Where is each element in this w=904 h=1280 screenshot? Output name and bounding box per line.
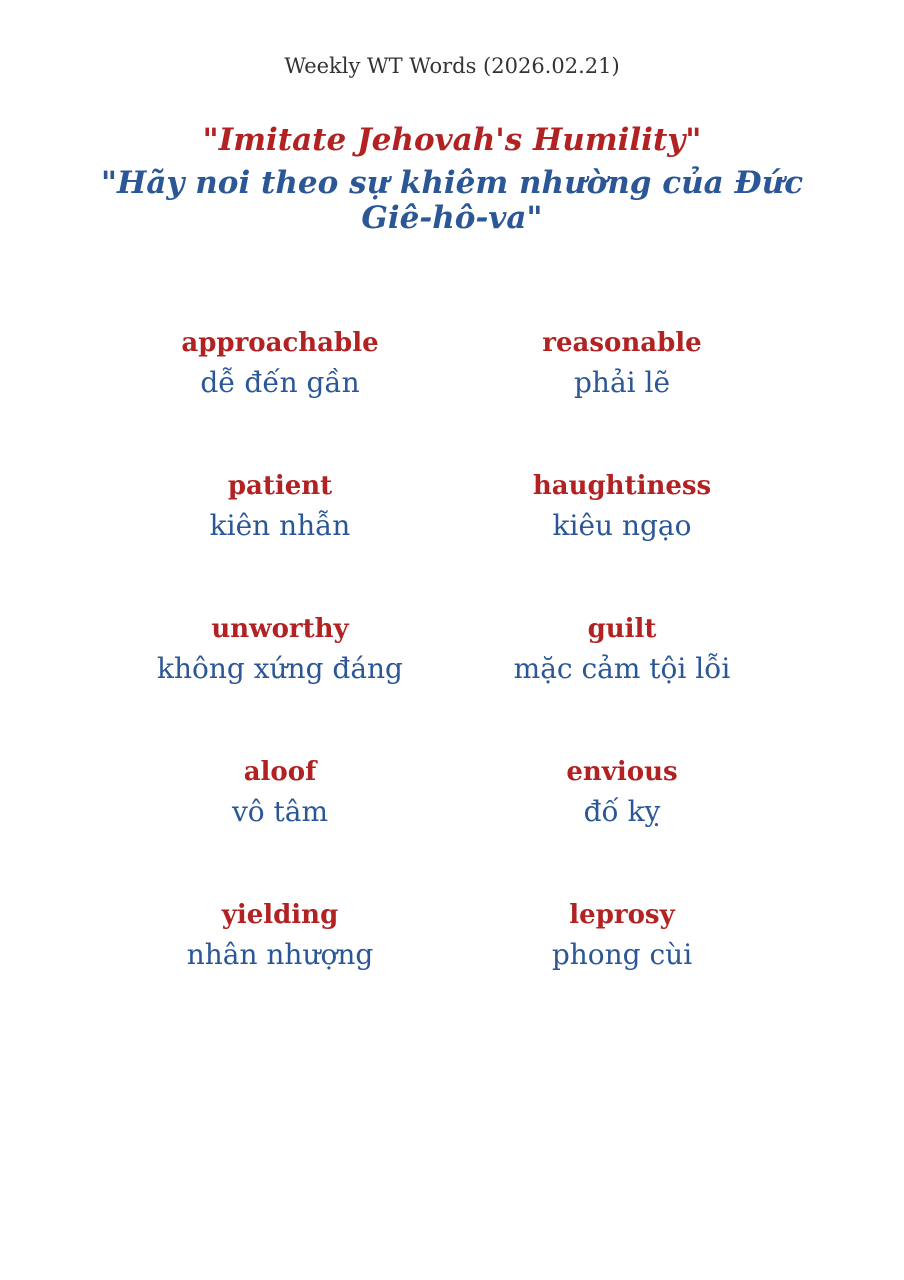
vietnamese-translation: phải lẽ [573,366,671,399]
title-english: "Imitate Jehovah's Humility" [202,122,702,158]
english-word: leprosy [569,900,675,930]
vietnamese-translation: dễ đến gần [200,366,360,399]
word-pair [110,898,450,974]
word-pair [452,755,792,831]
word-pair [452,326,792,402]
vietnamese-translation: nhân nhượng [186,938,374,971]
vietnamese-translation: vô tâm [231,795,329,828]
english-word: envious [566,757,678,787]
word-pair [110,755,450,831]
word-pair [452,469,792,545]
vietnamese-translation: mặc cảm tội lỗi [513,652,731,685]
word-pair [452,898,792,974]
word-pair [110,326,450,402]
english-word: aloof [243,757,317,787]
vietnamese-translation: không xứng đáng [157,652,403,685]
page-header: Weekly WT Words (2026.02.21) [284,54,620,78]
word-pair [110,469,450,545]
word-pair [110,612,450,688]
english-word: patient [227,471,333,501]
vietnamese-translation: kiêu ngạo [552,509,692,542]
english-word: approachable [181,328,379,358]
english-word: haughtiness [532,471,712,501]
vietnamese-translation: phong cùi [551,938,693,971]
english-word: unworthy [211,614,349,644]
english-word: yielding [221,900,339,930]
vietnamese-translation: kiên nhẫn [209,509,351,542]
english-word: guilt [587,614,657,644]
title-vietnamese: "Hãy noi theo sự khiêm nhường của Đức Giê-hô-va" [100,165,804,236]
english-word: reasonable [542,328,702,358]
vietnamese-translation: đố kỵ [583,795,661,828]
word-pair [452,612,792,688]
